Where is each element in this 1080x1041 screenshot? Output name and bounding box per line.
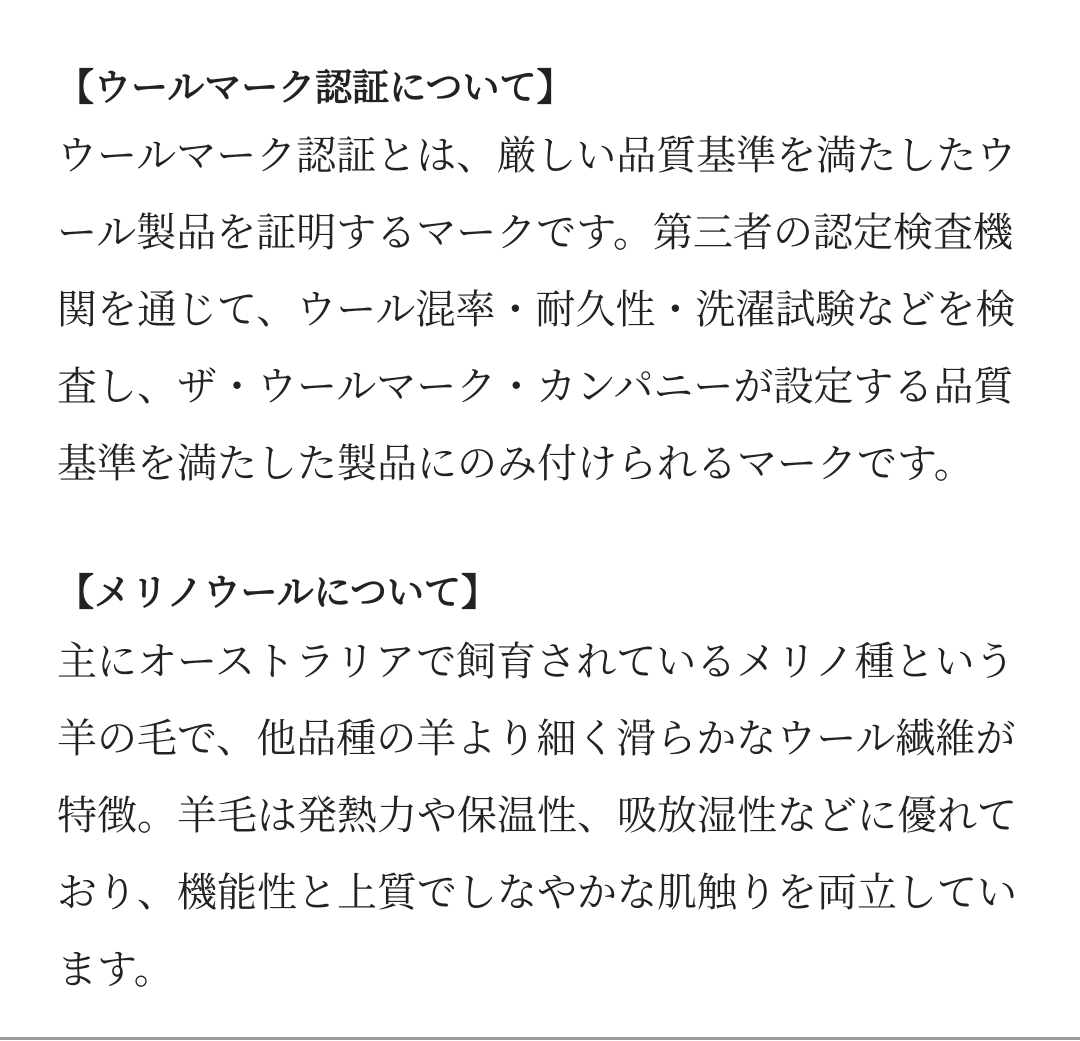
section-woolmark-certification [57,66,1035,503]
section-heading-woolmark: 【ウールマーク認証について】 [57,67,574,108]
section-body-merino: 主にオーストラリアで飼育されているメリノ種という羊の毛で、他品種の羊より細く滑らかなウール繊維が特徴。羊毛は発熱力や保温性、吸放湿性などに優れており、機能性と上質でしなやかな肌触りを両立しています。 [57,639,1017,992]
bottom-divider [0,1037,1080,1040]
section-merino-wool [57,571,1035,1008]
section-heading-merino: 【メリノウールについて】 [57,572,499,614]
section-body-woolmark: ウールマーク認証とは、厳しい品質基準を満たしたウール製品を証明するマークです。第三者の認定検査機関を通じて、ウール混率・耐久性・洗濯試験などを検査し、ザ・ウールマーク・カンパニーが設定する品質基準を満たした製品にのみ付けられるマークです。 [57,134,1017,487]
